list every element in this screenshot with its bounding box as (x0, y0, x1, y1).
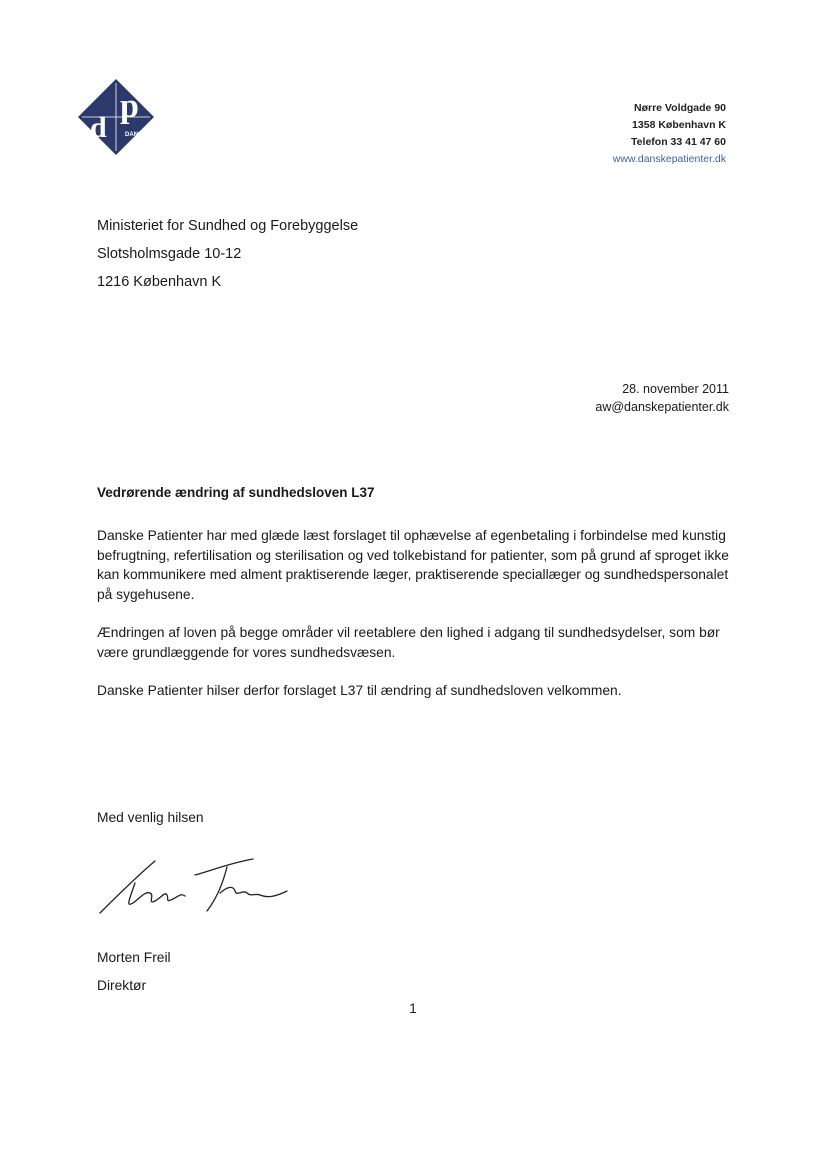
closing-phrase: Med venlig hilsen (97, 810, 204, 825)
body-paragraph-2: Ændringen af loven på begge områder vil reetablere den lighed i adgang til sundhedsydelser, som bør være grundlæggende for vores sundhedsvæsen. (97, 625, 720, 660)
recipient-city: 1216 København K (97, 274, 222, 290)
sender-city: 1358 København K (632, 119, 726, 131)
svg-text:p: p (120, 88, 139, 125)
recipient-street: Slotsholmsgade 10-12 (97, 246, 242, 262)
signer-title: Direktør (97, 978, 147, 993)
logo-wordmark: DANSKE PATIENTER (125, 132, 186, 138)
sender-street: Nørre Voldgade 90 (634, 102, 726, 114)
body-paragraph-1: Danske Patienter har med glæde læst forslaget til ophævelse af egenbetaling i forbindelse med kunstig befrugtning, refertilisation og sterilisation og ved tolkebistand for patienter, som på grund af sproget ikke kan kommunikere med alment praktiserende læger, praktiserende speciallæger og sundhedspersonalet på sygehusene. (97, 528, 729, 602)
svg-text:d: d (90, 111, 107, 144)
recipient-name: Ministeriet for Sundhed og Forebyggelse (97, 218, 359, 234)
recipient-address (97, 212, 358, 296)
sender-phone: Telefon 33 41 47 60 (631, 136, 726, 148)
page-number: 1 (409, 1001, 417, 1016)
letter-body (97, 526, 737, 720)
handwritten-signature (95, 853, 295, 923)
contact-email: aw@danskepatienter.dk (595, 400, 729, 414)
company-logo (78, 79, 228, 155)
date-block (595, 380, 729, 416)
signer-name: Morten Freil (97, 950, 171, 965)
letter-date: 28. november 2011 (622, 382, 729, 396)
sender-address (613, 100, 726, 168)
body-paragraph-3: Danske Patienter hilser derfor forslaget L37 til ændring af sundhedsloven velkommen. (97, 683, 622, 698)
sender-website-link[interactable]: www.danskepatienter.dk (612, 153, 726, 165)
letter-subject: Vedrørende ændring af sundhedsloven L37 (97, 485, 375, 500)
signer-block (97, 944, 171, 1000)
